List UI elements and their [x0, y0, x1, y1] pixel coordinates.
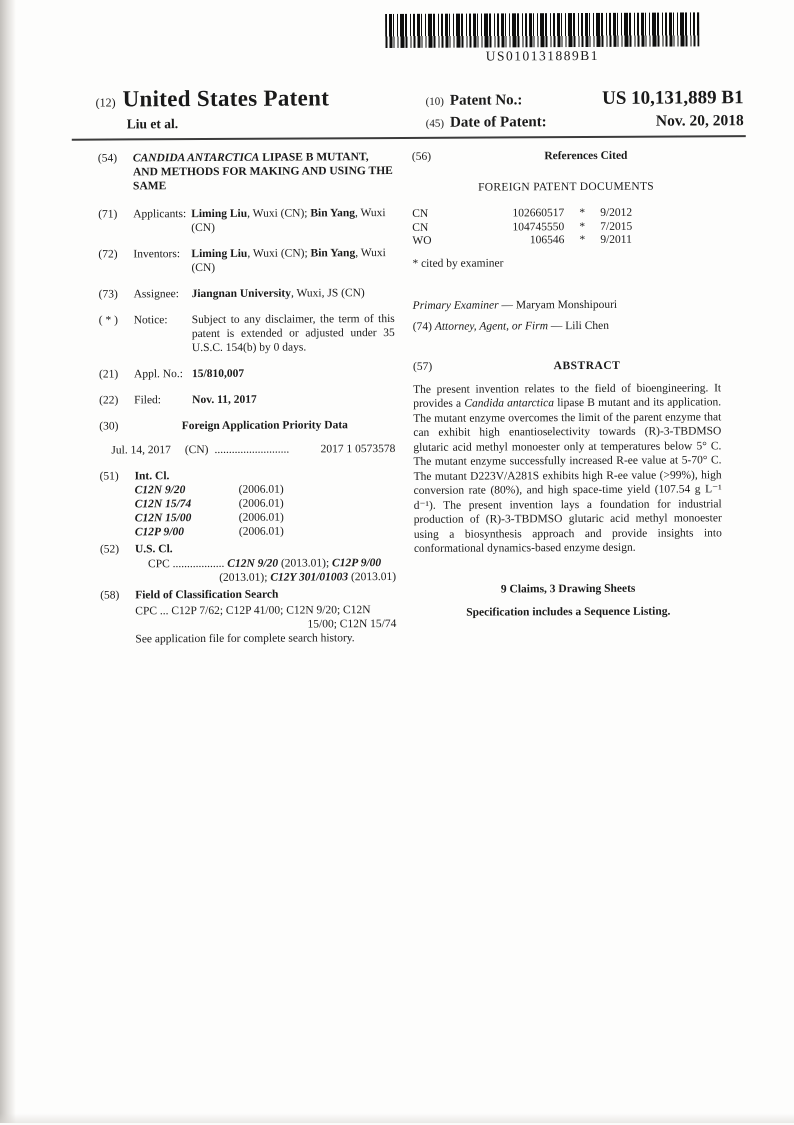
inventors-label: Inventors: — [133, 247, 191, 275]
us-cl-body — [135, 556, 396, 585]
patent-date-label: Date of Patent: — [450, 113, 547, 132]
patent-date-field-num: (45) — [426, 118, 444, 132]
priority-number: 2017 1 0573578 — [321, 442, 396, 456]
patent-number-field-num: (10) — [426, 96, 444, 110]
ref-country: CN — [412, 208, 456, 222]
ref-date: 9/2011 — [600, 234, 720, 248]
int-cl-date: (2006.01) — [239, 511, 396, 526]
ref-star: * — [564, 234, 600, 248]
inventors-value: Liming Liu, Wuxi (CN); Bin Yang, Wuxi (CN) — [191, 246, 394, 275]
claims-summary-line: 9 Claims, 3 Drawing Sheets — [414, 581, 722, 597]
field-appl-no — [99, 366, 395, 382]
field-title — [98, 150, 394, 194]
field-priority-heading — [99, 418, 395, 434]
patent-number-value: US 10,131,889 B1 — [602, 86, 744, 110]
assignee-value: Jiangnan University, Wuxi, JS (CN) — [192, 286, 395, 301]
int-cl-code: C12P 9/00 — [135, 525, 239, 539]
int-cl-row — [135, 483, 396, 498]
priority-country: (CN) — [185, 443, 209, 457]
int-cl-code: C12N 15/00 — [135, 512, 239, 526]
ref-date: 9/2012 — [600, 206, 720, 220]
int-cl-date: (2006.01) — [239, 525, 396, 540]
patent-date-row — [426, 112, 744, 133]
field-num-57: (57) — [413, 360, 453, 374]
priority-dots: .......................... — [214, 443, 289, 457]
int-cl-row — [135, 497, 396, 512]
notice-label: Notice: — [134, 313, 192, 355]
field-inventors — [98, 246, 394, 276]
patent-title-row — [96, 84, 330, 113]
abstract-heading: ABSTRACT — [453, 358, 721, 373]
barcode-text: US010131889B1 — [385, 47, 699, 65]
abstract-text: The present invention relates to the field of bioengineering. It provides a Candida antarctica lipase B mutant and its application. The mutant enzyme overcomes the limit of the parent enzyme that can exhibit high enantioselectivity towards (R)-3-TBDMSO glutaric acid methyl monoester only at temperatures below 5° C. The mutant enzyme successfully increased R-ee value at 5-70° C. The mutant D223V/A281S exhibits high R-ee value (>99%), high conversion rate (80%), and high space-time yield (107.54 g L⁻¹ d⁻¹). The present invention lays a foundation for industrial production of (R)-3-TBDMSO glutaric acid methyl monoester using a biosynthesis approach and provide insights into conformational dynamics-based enzyme design. — [413, 381, 722, 557]
barcode — [385, 12, 699, 65]
field-us-cl-heading — [100, 541, 396, 557]
patent-date-value: Nov. 20, 2018 — [656, 112, 744, 131]
page-header — [96, 82, 744, 137]
header-left — [96, 84, 330, 137]
assignee-label: Assignee: — [134, 287, 192, 301]
field-num-52: (52) — [100, 543, 135, 557]
primary-examiner-line: Primary Examiner — Maryam Monshipouri — [413, 297, 721, 313]
header-right — [425, 82, 743, 136]
kind-code-num: (12) — [96, 95, 116, 109]
applicants-value: Liming Liu, Wuxi (CN); Bin Yang, Wuxi (CN) — [191, 206, 394, 235]
field-assignee — [99, 286, 395, 302]
applicants-label: Applicants: — [133, 207, 191, 235]
patent-number-label: Patent No.: — [450, 91, 523, 110]
scan-bottom-shadow — [0, 1111, 794, 1123]
right-column — [412, 148, 723, 644]
inventor-short-line: Liu et al. — [127, 115, 330, 133]
field-search-line1: CPC ... C12P 7/62; C12P 41/00; C12N 9/20; C12N — [135, 603, 396, 618]
field-int-cl-heading — [100, 468, 396, 484]
field-search-body — [135, 603, 396, 646]
field-applicants — [98, 206, 394, 236]
field-num-56: (56) — [412, 150, 452, 164]
field-search-line3: See application file for complete search history. — [135, 631, 396, 646]
sequence-listing-line: Specification includes a Sequence Listing. — [414, 604, 722, 620]
priority-data-line — [111, 442, 395, 458]
attorney-line: (74) Attorney, Agent, or Firm — Lili Chen — [413, 318, 721, 334]
field-filed — [99, 392, 395, 408]
two-column-body — [98, 148, 723, 646]
references-heading: References Cited — [452, 148, 720, 163]
field-num-30: (30) — [99, 420, 134, 434]
barcode-image — [385, 12, 699, 48]
ref-star: * — [564, 221, 600, 235]
field-notice — [99, 312, 395, 356]
int-cl-rows — [135, 483, 396, 540]
scan-edge-shadow — [0, 0, 16, 1123]
field-num-58: (58) — [100, 589, 135, 603]
field-num-star: ( * ) — [99, 314, 134, 356]
invention-title: CANDIDA ANTARCTICA LIPASE B MUTANT, AND METHODS FOR MAKING AND USING THE SAME — [133, 150, 394, 193]
patent-number-row — [426, 86, 744, 111]
field-search-heading — [100, 587, 396, 603]
ref-country: WO — [412, 235, 456, 249]
priority-heading: Foreign Application Priority Data — [134, 418, 395, 433]
ref-number: 106546 — [456, 234, 564, 248]
field-num-54: (54) — [98, 151, 133, 193]
int-cl-heading: Int. Cl. — [135, 468, 396, 483]
field-num-51: (51) — [100, 470, 135, 484]
notice-text: Subject to any disclaimer, the term of this patent is extended or adjusted under 35 U.S.C. 154(b) by 0 days. — [192, 312, 395, 355]
us-cl-heading: U.S. Cl. — [135, 541, 396, 556]
field-num-22: (22) — [99, 394, 134, 408]
filed-label: Filed: — [134, 393, 192, 407]
foreign-patents-table — [412, 206, 720, 248]
field-search-heading: Field of Classification Search — [135, 587, 396, 602]
int-cl-code: C12N 15/74 — [135, 498, 239, 512]
field-num-73: (73) — [99, 287, 134, 301]
cited-by-examiner-note: * cited by examiner — [412, 255, 720, 271]
us-cl-line1: CPC .................. C12N 9/20 (2013.01); C12P 9/00 — [183, 556, 396, 571]
ref-number: 104745550 — [456, 221, 564, 235]
field-num-21: (21) — [99, 368, 134, 382]
ref-date: 7/2015 — [600, 220, 720, 234]
filed-value: Nov. 11, 2017 — [192, 392, 395, 407]
foreign-patents-subheading: FOREIGN PATENT DOCUMENTS — [412, 179, 720, 195]
int-cl-row — [135, 525, 396, 540]
field-num-72: (72) — [98, 247, 133, 275]
appl-no-label: Appl. No.: — [134, 367, 192, 381]
us-cl-line2: (2013.01); C12Y 301/01003 (2013.01) — [135, 570, 396, 585]
int-cl-date: (2006.01) — [239, 483, 396, 498]
left-column — [98, 150, 397, 646]
int-cl-row — [135, 511, 396, 526]
int-cl-date: (2006.01) — [239, 497, 396, 512]
field-num-71: (71) — [98, 207, 133, 235]
ref-number: 102660517 — [456, 207, 564, 221]
table-row — [412, 234, 720, 249]
page-title: United States Patent — [123, 85, 330, 111]
ref-star: * — [564, 207, 600, 221]
field-search-line2: 15/00; C12N 15/74 — [135, 617, 396, 632]
priority-date: Jul. 14, 2017 — [111, 443, 170, 457]
abstract-heading-row — [413, 358, 721, 374]
references-heading-row — [412, 148, 720, 164]
appl-no-value: 15/810,007 — [192, 366, 395, 381]
ref-country: CN — [412, 221, 456, 235]
int-cl-code: C12N 9/20 — [135, 484, 239, 498]
